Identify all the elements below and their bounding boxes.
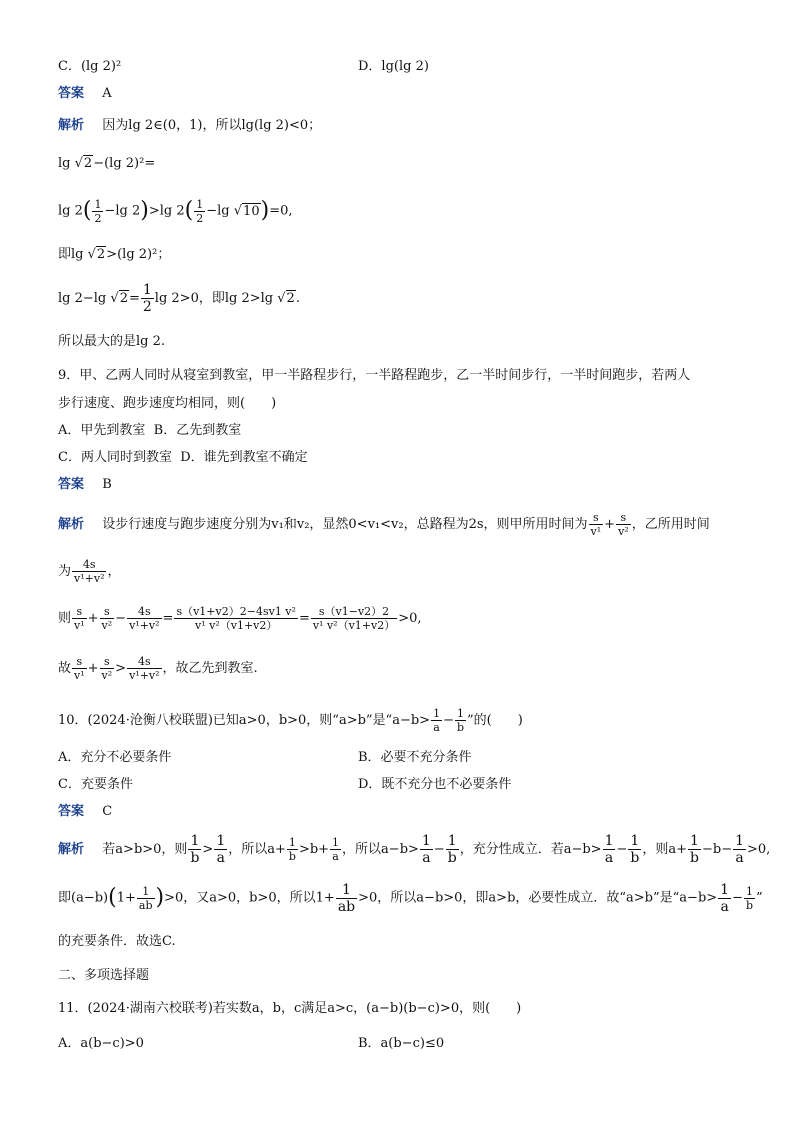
q9-option-d[interactable]: D．谁先到教室不确定 — [180, 450, 308, 465]
sqrt-radicand: 2 — [83, 156, 93, 171]
fraction-s-over-v1: $\frac{s}{\text{v¹}}$ — [590, 511, 602, 538]
analysis-text: 设步行速度与跑步速度分别为v₁和v₂，显然0<v₁<v₂，总路程为2s，则甲所用时间为 — [102, 517, 588, 532]
q8-analysis-line-5: lg 2−lg √2= $\frac{1}{2}$ lg 2>0，即lg 2>lg √2. — [58, 282, 300, 315]
q9-stem-line-1: 9．甲、乙两人同时从寝室到教室，甲一半路程步行，一半路程跑步，乙一半时间步行，一半时间跑步，若两人 — [58, 368, 691, 383]
q9-option-c[interactable]: C．两人同时到教室 — [58, 450, 172, 465]
sqrt-radicand: 10 — [243, 203, 260, 219]
fraction-one-over-a: $\frac{1}{a}$ — [720, 881, 730, 915]
sqrt-radicand: 2 — [286, 291, 295, 306]
fraction-one-over-b: $\frac{1}{b}$ — [288, 836, 296, 863]
q10-answer: C — [102, 804, 113, 819]
fraction-one-over-ab: $\frac{1}{ab}$ — [337, 881, 356, 915]
analysis-text: >0, — [398, 611, 422, 626]
q8-analysis-line-1 — [58, 117, 321, 135]
fraction-s-over-v1: $\frac{s}{\text{v¹}}$ — [74, 655, 85, 682]
fraction-one-over-b: $\frac{1}{b}$ — [630, 833, 640, 866]
analysis-text: lg 2 — [58, 203, 83, 219]
q10-stem-text: ”的( ) — [467, 713, 523, 728]
q9-analysis-line-2 — [58, 555, 121, 589]
analysis-text: 为 — [58, 564, 72, 579]
analysis-label: 解析 — [58, 118, 85, 133]
fraction-one-over-b: $\frac{1}{b}$ — [746, 884, 754, 912]
q9-option-a[interactable]: A．甲先到教室 — [58, 423, 146, 438]
q10-option-b[interactable]: B．必要不充分条件 — [358, 750, 472, 765]
analysis-text: ，所以a−b> — [342, 842, 419, 857]
q8-analysis-line-2: lg √2−(lg 2)²= — [58, 156, 156, 171]
analysis-text: >0，又a>0，b>0，所以1+ — [164, 890, 335, 906]
fraction-one-over-b: $\frac{1}{b}$ — [690, 833, 699, 866]
q9-analysis-line-1: 解析 设步行速度与跑步速度分别为v₁和v₂，显然0<v₁<v₂，总路程为2s，则甲所用时间为 $\frac{s}{\text{v¹}}$ + $\frac{s}{\text{v²}}$ ，乙所用时间 — [58, 511, 710, 538]
analysis-text: 即lg — [58, 247, 88, 262]
q9-option-b[interactable]: B．乙先到教室 — [153, 423, 242, 438]
analysis-text: = — [128, 291, 140, 306]
q10-option-c[interactable]: C．充要条件 — [58, 777, 133, 792]
analysis-text: ，故乙先到教室. — [162, 661, 258, 676]
q10-stem-text: 10．(2024·沧衡八校联盟)已知a>0，b>0，则“a>b”是“a−b> — [58, 713, 431, 728]
q10-stem: 10．(2024·沧衡八校联盟)已知a>0，b>0，则“a>b”是“a−b> $\frac{1}{a}$ − $\frac{1}{b}$ ”的( ) — [58, 707, 523, 734]
q11-stem: 11．(2024·湖南六校联考)若实数a，b，c满足a>c，(a−b)(b−c)>0，则( ) — [58, 1001, 522, 1016]
fraction-4s-over-sum: $\frac{4s}{\text{v¹+v²}}$ — [74, 558, 105, 585]
fraction-one-over-ab: $\frac{1}{ab}$ — [138, 884, 153, 912]
analysis-text: ，则a+ — [642, 842, 688, 857]
q10-analysis-line-3: 的充要条件．故选C. — [58, 934, 176, 949]
fraction-4s-over-sum: $\frac{4s}{\text{v¹+v²}}$ — [129, 655, 160, 682]
fraction-one-over-b: $\frac{1}{b}$ — [456, 707, 465, 734]
fraction-one-half: $\frac{1}{2}$ — [94, 197, 102, 225]
fraction-one-over-a: $\frac{1}{a}$ — [735, 833, 745, 866]
fraction-one-over-b: $\frac{1}{b}$ — [190, 833, 200, 866]
analysis-text: ，乙所用时间 — [631, 517, 710, 532]
q11-option-a[interactable]: A．a(b−c)>0 — [58, 1036, 144, 1051]
analysis-text: . — [295, 291, 300, 306]
q9-analysis-line-3: 则 $\frac{s}{\text{v¹}}$ + $\frac{s}{\text{v²}}$ − $\frac{4s}{\text{v¹+v²}}$ = $\frac{\text{s（v1+v2）2−4sv1 v²}}{\text{v¹ v²（v1+v2）}}$ = $\frac{s(v1-v2)2}{\text{v¹ v²（v1+v2）}}$ >0, — [58, 605, 422, 632]
fraction-s-over-v2: $\frac{s}{\text{v²}}$ — [101, 655, 113, 682]
q8-analysis-line-3: lg 2( $\frac{1}{2}$ −lg 2)>lg 2( $\frac{1}{2}$ −lg √10)=0, — [58, 197, 293, 225]
answer-label: 答案 — [58, 804, 85, 819]
fraction-difference-squared: $\frac{s(v1-v2)2}{\text{v¹ v²（v1+v2）}}$ — [312, 605, 396, 632]
q8-options-row — [58, 58, 121, 76]
q9-answer-row — [58, 476, 112, 494]
analysis-text: 则 — [58, 611, 72, 626]
fraction-one-half: $\frac{1}{2}$ — [196, 197, 204, 225]
fraction-one-over-a: $\frac{1}{a}$ — [332, 836, 340, 863]
fraction-one-over-a: $\frac{1}{a}$ — [604, 833, 614, 866]
q9-options-row-2 — [58, 449, 308, 467]
analysis-text: 即(a−b) — [58, 890, 109, 906]
fraction-s-over-v2: $\frac{s}{\text{v²}}$ — [618, 511, 629, 538]
analysis-text: 故 — [58, 661, 72, 676]
sqrt-radicand: 2 — [119, 291, 128, 306]
analysis-text: lg — [58, 156, 75, 171]
analysis-text: −lg 2 — [104, 203, 141, 219]
fraction-one-half: $\frac{1}{2}$ — [142, 282, 152, 315]
analysis-text: =0, — [269, 203, 293, 219]
analysis-text: >0，所以a−b>0，即a>b，必要性成立．故“a>b”是“a−b> — [358, 890, 718, 906]
analysis-label: 解析 — [58, 842, 85, 857]
q9-stem-line-2: 步行速度、跑步速度均相同，则( ) — [58, 396, 277, 411]
analysis-text: ” — [756, 890, 763, 906]
analysis-text: >b+ — [298, 842, 330, 857]
analysis-text: lg 2>0，即lg 2>lg — [154, 291, 278, 306]
analysis-text: 若a>b>0，则 — [102, 842, 188, 857]
fraction-one-over-a: $\frac{1}{a}$ — [216, 833, 226, 866]
q10-option-a[interactable]: A．充分不必要条件 — [58, 750, 172, 765]
fraction-combined: $\frac{\text{s（v1+v2）2−4sv1 v²}}{\text{v¹ v²（v1+v2）}}$ — [176, 605, 296, 632]
analysis-text: ， — [107, 564, 121, 579]
q10-analysis-line-1: 解析 若a>b>0，则 $\frac{1}{b}$ > $\frac{1}{a}$ ，所以a+ $\frac{1}{b}$ >b+ $\frac{1}{a}$ ，所以a−b> $\frac{1}{a}$ − $\frac{1}{b}$ ，充分性成立．若a−b> $\frac{1}{a}$ − $\frac{1}{b}$ ，则a+ $\frac{1}{b}$ −b− $\frac{1}{a}$ >0, — [58, 833, 771, 866]
q11-option-b[interactable]: B．a(b−c)≤0 — [358, 1036, 445, 1051]
q8-answer-row — [58, 85, 112, 103]
fraction-4s-over-sum: $\frac{4s}{\text{v¹+v²}}$ — [129, 605, 160, 632]
q8-answer: A — [102, 86, 112, 101]
analysis-text: −lg — [206, 203, 234, 219]
section-heading: 二、多项选择题 — [58, 968, 150, 983]
q8-analysis-line-6: 所以最大的是lg 2. — [58, 334, 166, 349]
fraction-one-over-a: $\frac{1}{a}$ — [421, 833, 431, 866]
q8-option-c[interactable]: C．(lg 2)² — [58, 59, 122, 74]
analysis-text: >(lg 2)²； — [106, 247, 171, 262]
analysis-text: −(lg 2)²= — [93, 156, 156, 171]
fraction-s-over-v1: $\frac{s}{\text{v¹}}$ — [74, 605, 85, 632]
q9-answer: B — [102, 477, 112, 492]
analysis-text: >0, — [747, 842, 771, 857]
q10-analysis-line-2: 即(a−b)(1+ $\frac{1}{ab}$ )>0，又a>0，b>0，所以1+ $\frac{1}{ab}$ >0，所以a−b>0，即a>b，必要性成立．故“a>b”是“a−b> $\frac{1}{a}$ − $\frac{1}{b}$ ” — [58, 881, 763, 915]
fraction-one-over-b: $\frac{1}{b}$ — [447, 833, 457, 866]
q8-analysis-line-4: 即lg √2>(lg 2)²； — [58, 247, 171, 262]
fraction-one-over-a: $\frac{1}{a}$ — [433, 707, 441, 734]
analysis-text: −b− — [701, 842, 733, 857]
q10-answer-row — [58, 803, 112, 821]
analysis-text: >lg 2 — [148, 203, 185, 219]
analysis-label: 解析 — [58, 517, 85, 532]
sqrt-radicand: 2 — [96, 247, 106, 262]
answer-label: 答案 — [58, 86, 85, 101]
answer-label: 答案 — [58, 477, 85, 492]
q10-option-d[interactable]: D．既不充分也不必要条件 — [358, 777, 512, 792]
q9-analysis-line-4: 故 $\frac{s}{\text{v¹}}$ + $\frac{s}{\text{v²}}$ > $\frac{4s}{\text{v¹+v²}}$ ，故乙先到教室. — [58, 655, 258, 682]
analysis-text: ，所以a+ — [228, 842, 286, 857]
fraction-s-over-v2: $\frac{s}{\text{v²}}$ — [101, 605, 113, 632]
analysis-text: ，充分性成立．若a−b> — [459, 842, 602, 857]
analysis-text: 因为lg 2∈(0，1)，所以lg(lg 2)<0； — [102, 118, 322, 133]
analysis-text: lg 2−lg — [58, 291, 111, 306]
q9-options-row-1 — [58, 422, 241, 440]
q8-option-d[interactable]: D．lg(lg 2) — [358, 59, 429, 74]
